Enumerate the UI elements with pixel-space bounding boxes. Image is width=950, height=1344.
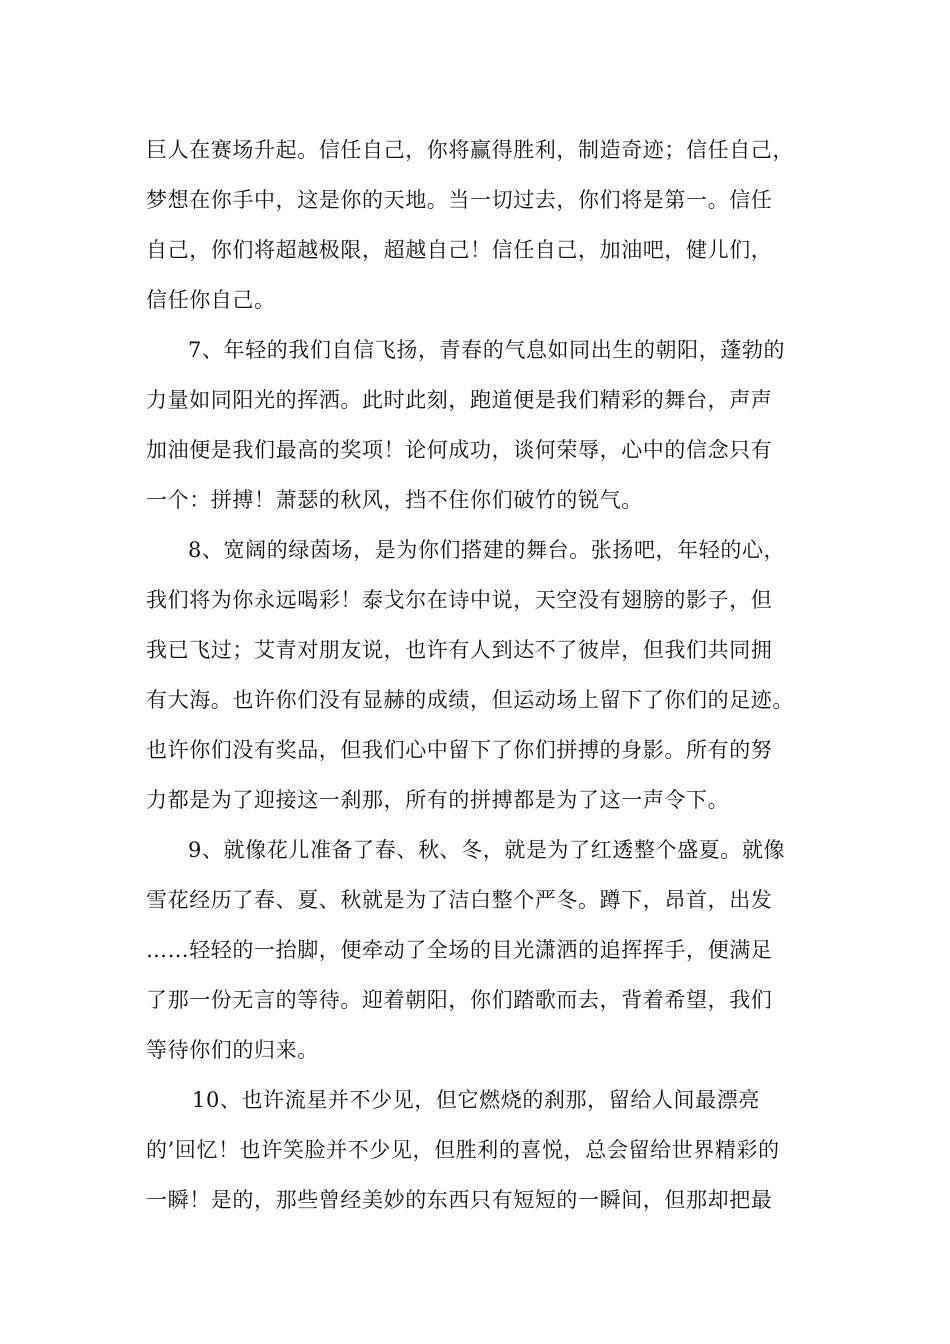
text-line: 等待你们的归来。 xyxy=(146,1038,319,1062)
text-line: 力量如同阳光的挥洒。此时此刻，跑道便是我们精彩的舞台，声声 xyxy=(146,388,773,412)
text-line: 信任你自己。 xyxy=(146,288,276,312)
text-line: 我已飞过；艾青对朋友说，也许有人到达不了彼岸，但我们共同拥 xyxy=(146,638,773,662)
text-line: ……轻轻的一抬脚，便牵动了全场的目光潇洒的追挥挥手，便满足 xyxy=(146,938,773,962)
text-line: 一瞬！是的，那些曾经美妙的东西只有短短的一瞬间，但那却把最 xyxy=(146,1188,773,1212)
text-line: 加油便是我们最高的奖项！论何成功，谈何荣辱，心中的信念只有 xyxy=(146,438,773,462)
text-line: 一个：拼搏！萧瑟的秋风，挡不住你们破竹的锐气。 xyxy=(146,488,643,512)
text-line: 有大海。也许你们没有显赫的成绩，但运动场上留下了你们的足迹。 xyxy=(146,688,794,712)
text-line: 梦想在你手中，这是你的天地。当一切过去，你们将是第一。信任 xyxy=(146,188,773,212)
text-line: 也许你们没有奖品，但我们心中留下了你们拼搏的身影。所有的努 xyxy=(146,738,773,762)
text-line: 雪花经历了春、夏、秋就是为了洁白整个严冬。蹲下，昂首，出发 xyxy=(146,888,773,912)
text-line: 力都是为了迎接这一刹那，所有的拼搏都是为了这一声令下。 xyxy=(146,788,730,812)
paragraph-10-start: 10、也许流星并不少见，但它燃烧的刹那，留给人间最漂亮 xyxy=(192,1088,760,1112)
text-line: 巨人在赛场升起。信任自己，你将赢得胜利，制造奇迹；信任自己， xyxy=(146,138,794,162)
text-line: 我们将为你永远喝彩！泰戈尔在诗中说，天空没有翅膀的影子，但 xyxy=(146,588,773,612)
text-line: 自己，你们将超越极限，超越自己！信任自己，加油吧，健儿们， xyxy=(146,238,773,262)
text-line: 了那一份无言的等待。迎着朝阳，你们踏歌而去，背着希望，我们 xyxy=(146,988,773,1012)
paragraph-7-start: 7、年轻的我们自信飞扬，青春的气息如同出生的朝阳，蓬勃的 xyxy=(188,338,786,362)
paragraph-9-start: 9、就像花儿准备了春、秋、冬，就是为了红透整个盛夏。就像 xyxy=(188,838,786,862)
text-line: 的’回忆！也许笑脸并不少见，但胜利的喜悦，总会留给世界精彩的 xyxy=(146,1138,780,1162)
paragraph-8-start: 8、宽阔的绿茵场，是为你们搭建的舞台。张扬吧，年轻的心， xyxy=(188,538,786,562)
